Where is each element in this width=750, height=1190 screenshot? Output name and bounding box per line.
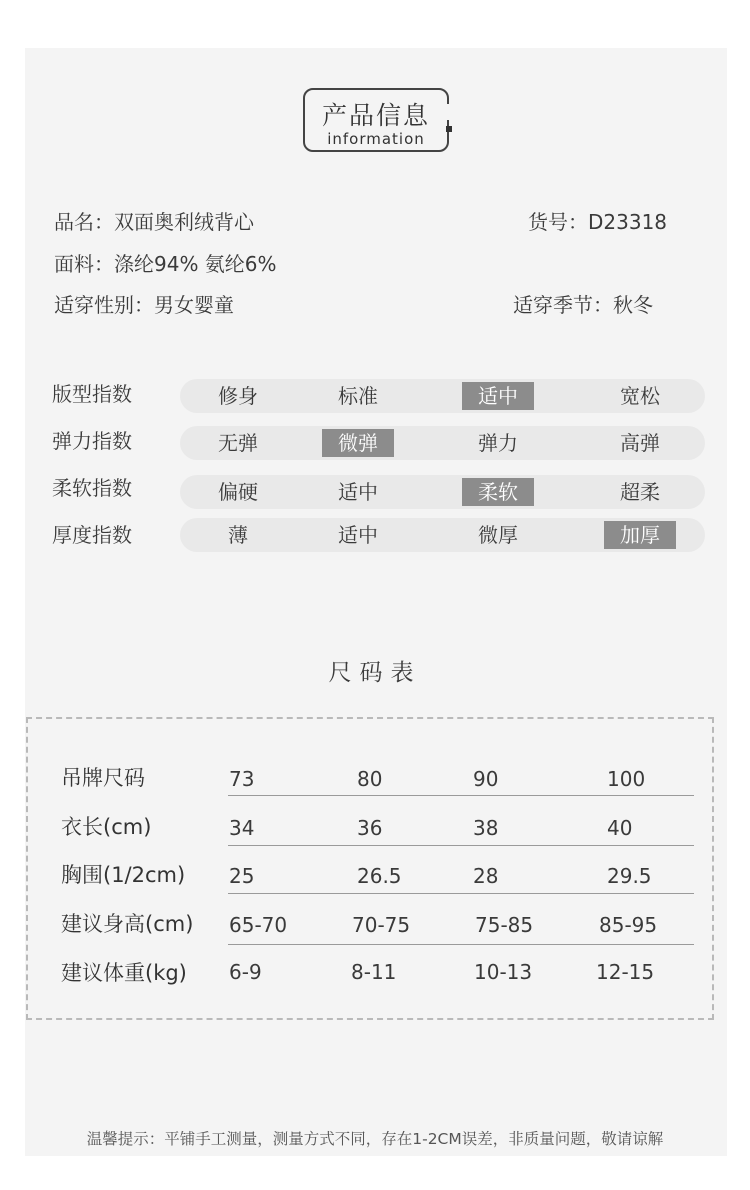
size-table-title: 尺码表 (328, 660, 422, 686)
item-number: 货号：D23318 (528, 210, 668, 234)
index-option: 薄 (228, 523, 248, 547)
size-cell: 8-11 (351, 960, 397, 984)
suitable-gender: 适穿性别：男女婴童 (54, 293, 234, 317)
index-label: 柔软指数 (52, 476, 132, 500)
size-cell: 10-13 (474, 960, 533, 984)
index-label: 厚度指数 (52, 523, 132, 547)
product-name: 品名：双面奥利绒背心 (54, 210, 254, 234)
index-option: 无弹 (218, 431, 258, 455)
index-option: 修身 (218, 384, 258, 408)
suitable-season: 适穿季节：秋冬 (513, 293, 653, 317)
index-track (180, 518, 705, 552)
index-option-selected: 微弹 (322, 429, 394, 457)
size-cell: 70-75 (352, 913, 411, 937)
size-cell: 25 (229, 864, 255, 888)
index-option: 适中 (338, 480, 378, 504)
size-cell: 40 (607, 816, 633, 840)
size-cell: 12-15 (596, 960, 655, 984)
index-label: 弹力指数 (52, 429, 132, 453)
size-cell: 29.5 (607, 864, 652, 888)
row-divider (228, 795, 694, 796)
footer-note: 温馨提示：平铺手工测量，测量方式不同，存在1-2CM误差，非质量问题，敬请谅解 (86, 1130, 664, 1148)
size-cell: 34 (229, 816, 255, 840)
index-option: 宽松 (620, 384, 660, 408)
index-option: 高弹 (620, 431, 660, 455)
size-cell: 75-85 (475, 913, 534, 937)
fabric: 面料：涤纶94% 氨纶6% (54, 252, 277, 276)
index-option-selected: 适中 (462, 382, 534, 410)
index-track (180, 426, 705, 460)
index-option-selected: 柔软 (462, 478, 534, 506)
size-row-label: 建议体重(kg) (61, 961, 187, 985)
size-row-label: 胸围(1/2cm) (61, 863, 186, 887)
badge-gap (443, 104, 451, 120)
size-row-label: 建议身高(cm) (61, 912, 194, 936)
index-option: 适中 (338, 523, 378, 547)
index-option: 微厚 (478, 523, 518, 547)
row-divider (228, 893, 694, 894)
size-row-label: 吊牌尺码 (61, 766, 145, 790)
size-cell: 90 (473, 767, 499, 791)
badge-subtitle: information (327, 130, 425, 148)
index-label: 版型指数 (52, 382, 132, 406)
badge-dot (446, 126, 452, 132)
badge-title: 产品信息 (321, 101, 430, 130)
index-option: 标准 (338, 384, 378, 408)
index-option: 超柔 (620, 480, 660, 504)
size-cell: 73 (229, 767, 255, 791)
index-option: 弹力 (478, 431, 518, 455)
index-option-selected: 加厚 (604, 521, 676, 549)
size-cell: 100 (607, 767, 646, 791)
row-divider (228, 845, 694, 846)
index-track (180, 379, 705, 413)
index-option: 偏硬 (218, 480, 258, 504)
size-cell: 6-9 (229, 960, 262, 984)
size-cell: 38 (473, 816, 499, 840)
size-cell: 28 (473, 864, 499, 888)
size-cell: 36 (357, 816, 383, 840)
size-cell: 65-70 (229, 913, 288, 937)
size-cell: 26.5 (357, 864, 402, 888)
size-row-label: 衣长(cm) (61, 815, 152, 839)
row-divider (228, 944, 694, 945)
section-badge (303, 88, 449, 152)
index-track (180, 475, 705, 509)
size-cell: 85-95 (599, 913, 658, 937)
size-cell: 80 (357, 767, 383, 791)
